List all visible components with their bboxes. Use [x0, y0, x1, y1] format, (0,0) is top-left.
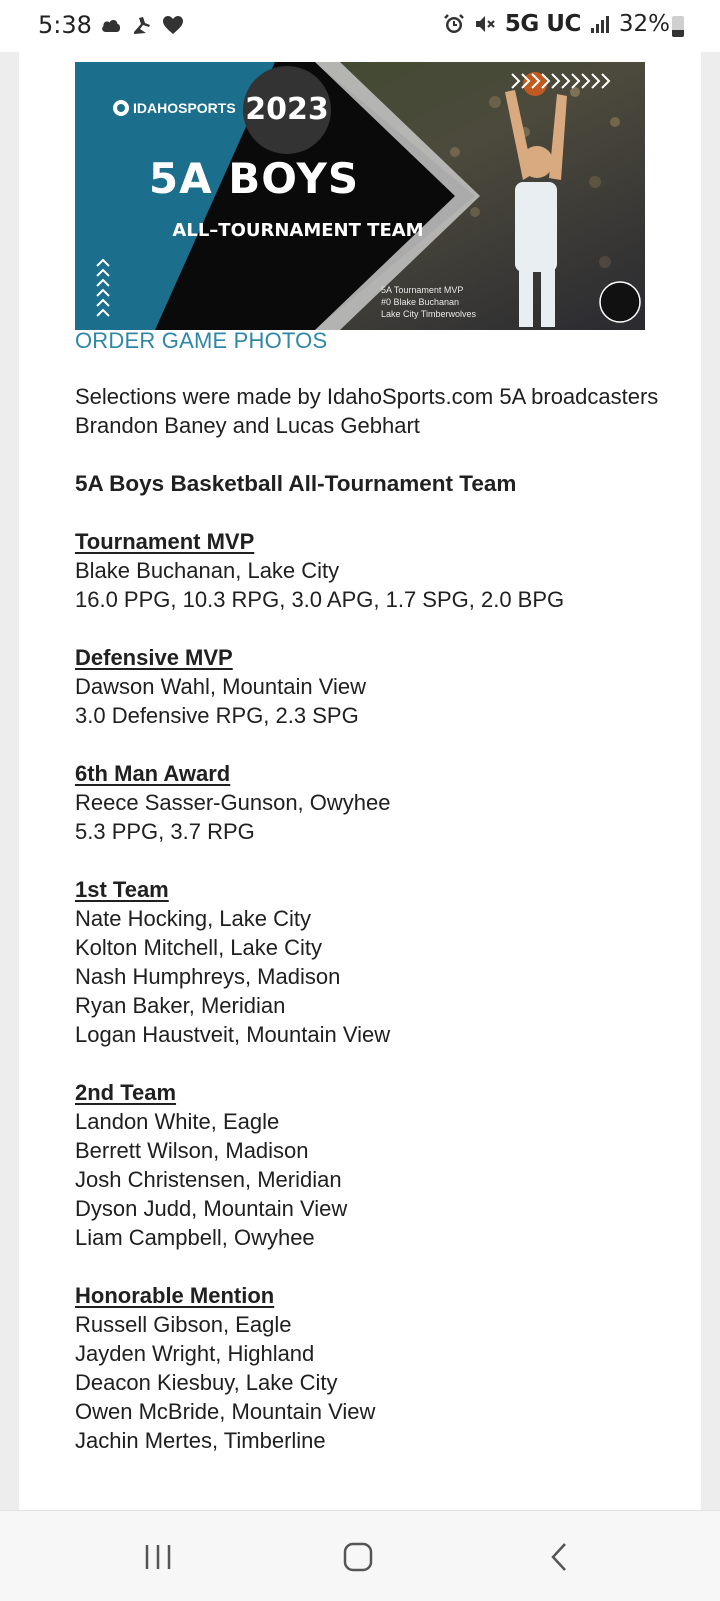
battery-fill	[672, 30, 684, 37]
status-bar	[0, 0, 720, 52]
recent-apps-button[interactable]	[130, 1533, 186, 1581]
banner-caption	[381, 284, 476, 320]
list-item: Blake Buchanan, Lake City	[75, 558, 340, 583]
section-title: Defensive MVP	[75, 645, 233, 670]
mute-icon	[474, 13, 496, 35]
navigation-bar	[0, 1510, 720, 1601]
battery-icon	[672, 16, 684, 37]
list-item: Kolton Mitchell, Lake City	[75, 935, 322, 960]
banner-caption-line-1: 5A Tournament MVP	[381, 285, 464, 295]
list-item: Ryan Baker, Meridian	[75, 993, 286, 1018]
banner-year: 2023	[245, 92, 329, 127]
signal-icon	[590, 14, 610, 34]
photographer-seal-icon	[600, 282, 640, 322]
banner-brand: IDAHOSPORTS	[133, 100, 236, 116]
intro-paragraph: Selections were made by IdahoSports.com 5A broadcasters Brandon Baney and Lucas Gebhart	[75, 384, 659, 438]
banner-caption-line-2: #0 Blake Buchanan	[381, 297, 460, 307]
section-title: 1st Team	[75, 877, 169, 902]
banner-subtitle: ALL–TOURNAMENT TEAM	[172, 220, 424, 241]
running-icon	[131, 14, 153, 36]
banner-image[interactable]	[75, 62, 645, 330]
section-title: Tournament MVP	[75, 529, 255, 554]
list-item: Logan Haustveit, Mountain View	[75, 1022, 391, 1047]
banner-title: 5A BOYS	[148, 154, 360, 203]
list-item: Jayden Wright, Highland	[75, 1341, 315, 1366]
heart-icon	[162, 15, 184, 35]
section-defensive-mvp	[75, 643, 675, 730]
list-item: Landon White, Eagle	[75, 1109, 280, 1134]
list-item: Russell Gibson, Eagle	[75, 1312, 292, 1337]
battery-percent: 32%	[618, 11, 670, 37]
section-tournament-mvp	[75, 527, 675, 614]
cloud-icon	[100, 16, 122, 34]
list-item: 5.3 PPG, 3.7 RPG	[75, 819, 255, 844]
recent-apps-icon	[142, 1541, 174, 1573]
home-icon	[342, 1541, 374, 1573]
list-item: Dyson Judd, Mountain View	[75, 1196, 348, 1221]
list-item: Berrett Wilson, Madison	[75, 1138, 309, 1163]
list-item: Josh Christensen, Meridian	[75, 1167, 342, 1192]
list-item: Owen McBride, Mountain View	[75, 1399, 376, 1424]
list-item: Liam Campbell, Owyhee	[75, 1225, 315, 1250]
list-item: Reece Sasser-Gunson, Owyhee	[75, 790, 391, 815]
banner-caption-line-3: Lake City Timberwolves	[381, 309, 477, 319]
section-title: Honorable Mention	[75, 1283, 275, 1308]
list-item: 3.0 Defensive RPG, 2.3 SPG	[75, 703, 359, 728]
section-sixth-man	[75, 759, 675, 846]
list-item: Nate Hocking, Lake City	[75, 906, 311, 931]
list-item: Jachin Mertes, Timberline	[75, 1428, 326, 1453]
section-title: 2nd Team	[75, 1080, 177, 1105]
status-left-icons	[100, 14, 184, 36]
section-honorable-mention	[75, 1281, 675, 1455]
status-time: 5:38	[38, 11, 92, 39]
back-icon	[544, 1541, 576, 1573]
list-item: Deacon Kiesbuy, Lake City	[75, 1370, 338, 1395]
article-body	[75, 382, 675, 1484]
back-button[interactable]	[532, 1533, 588, 1581]
team-heading: 5A Boys Basketball All-Tournament Team	[75, 471, 517, 496]
list-item: Dawson Wahl, Mountain View	[75, 674, 367, 699]
network-label: 5G UC	[504, 11, 581, 37]
home-button[interactable]	[330, 1533, 386, 1581]
article-card	[19, 52, 701, 1510]
list-item: 16.0 PPG, 10.3 RPG, 3.0 APG, 1.7 SPG, 2.0 BPG	[75, 587, 565, 612]
section-title: 6th Man Award	[75, 761, 231, 786]
section-second-team	[75, 1078, 675, 1252]
order-game-photos-link[interactable]: ORDER GAME PHOTOS	[75, 328, 328, 353]
list-item: Nash Humphreys, Madison	[75, 964, 341, 989]
status-right	[443, 11, 670, 37]
alarm-icon	[443, 13, 465, 35]
section-first-team	[75, 875, 675, 1049]
